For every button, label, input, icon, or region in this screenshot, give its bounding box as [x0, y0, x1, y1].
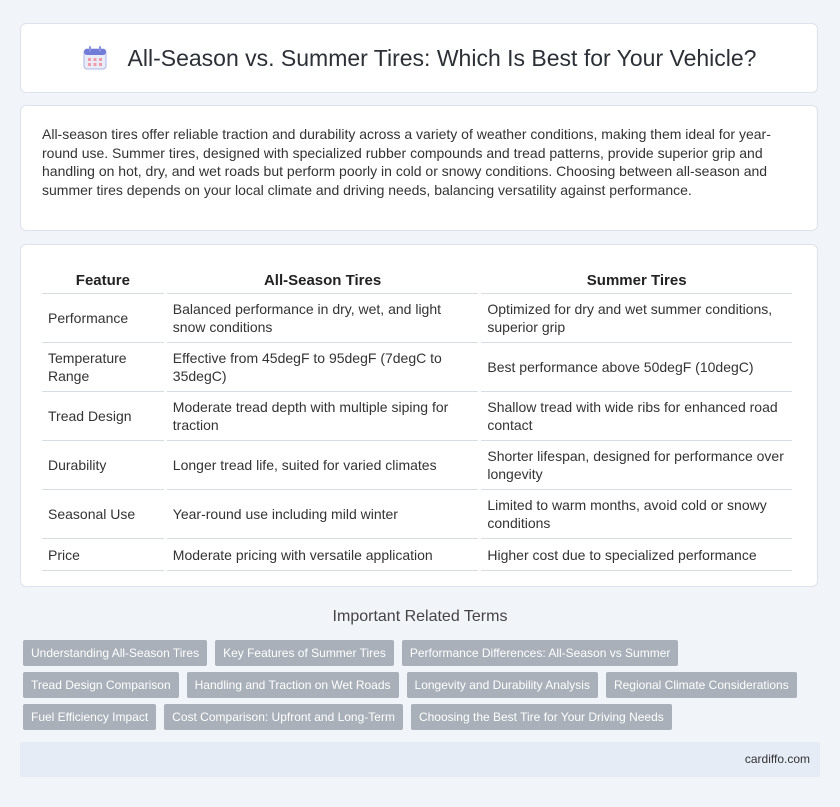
cell-all-season: Moderate tread depth with multiple siping for traction: [167, 392, 479, 441]
table-row: [42, 392, 792, 441]
title-card: [20, 23, 818, 93]
cell-feature: Price: [42, 539, 164, 571]
tag-row: [23, 672, 823, 698]
tag-link[interactable]: Handling and Traction on Wet Roads: [187, 672, 399, 698]
cell-all-season: Moderate pricing with versatile application: [167, 539, 479, 571]
tag-link[interactable]: Cost Comparison: Upfront and Long-Term: [164, 704, 403, 730]
cell-all-season: Balanced performance in dry, wet, and light snow conditions: [167, 294, 479, 343]
cell-feature: Temperature Range: [42, 343, 164, 392]
header-summer: Summer Tires: [481, 265, 792, 294]
tag-link[interactable]: Performance Differences: All-Season vs Summer: [402, 640, 679, 666]
table-row: [42, 441, 792, 490]
footer-site-link[interactable]: cardiffo.com: [744, 752, 810, 766]
cell-feature: Performance: [42, 294, 164, 343]
intro-card: [20, 105, 818, 231]
cell-summer: Shallow tread with wide ribs for enhanced road contact: [481, 392, 792, 441]
related-terms-title: Important Related Terms: [332, 608, 508, 625]
cell-feature: Tread Design: [42, 392, 164, 441]
intro-text: All-season tires offer reliable traction and durability across a variety of weather conditions, making them ideal for year-round use. Summer tires, designed with specialized rubber compounds and tread patterns, provide superior grip and handling on hot, dry, and wet roads but perform poorly in cold or snowy conditions. Choosing between all-season and summer tires depends on your local climate and driving needs, balancing versatility against performance.: [42, 126, 771, 198]
cell-all-season: Longer tread life, suited for varied climates: [167, 441, 479, 490]
tag-link[interactable]: Fuel Efficiency Impact: [23, 704, 156, 730]
calendar-icon: [82, 45, 108, 71]
comparison-card: [20, 244, 818, 587]
table-row: [42, 343, 792, 392]
tag-link[interactable]: Regional Climate Considerations: [606, 672, 797, 698]
cell-feature: Durability: [42, 441, 164, 490]
tag-link[interactable]: Choosing the Best Tire for Your Driving Needs: [411, 704, 672, 730]
header-feature: Feature: [42, 265, 164, 294]
table-row: [42, 490, 792, 539]
page-title: All-Season vs. Summer Tires: Which Is Best for Your Vehicle?: [127, 44, 757, 71]
tag-link[interactable]: Understanding All-Season Tires: [23, 640, 207, 666]
cell-summer: Best performance above 50degF (10degC): [481, 343, 792, 392]
cell-summer: Limited to warm months, avoid cold or snowy conditions: [481, 490, 792, 539]
comparison-table: [39, 265, 795, 571]
cell-summer: Optimized for dry and wet summer conditions, superior grip: [481, 294, 792, 343]
table-row: [42, 539, 792, 571]
tag-row: [23, 704, 823, 730]
table-row: [42, 294, 792, 343]
cell-all-season: Year-round use including mild winter: [167, 490, 479, 539]
related-tags: [23, 640, 823, 736]
table-header-row: [42, 265, 792, 294]
footer: [20, 742, 820, 777]
tag-link[interactable]: Longevity and Durability Analysis: [407, 672, 598, 698]
cell-summer: Higher cost due to specialized performance: [481, 539, 792, 571]
tag-link[interactable]: Key Features of Summer Tires: [215, 640, 394, 666]
header-all-season: All-Season Tires: [167, 265, 479, 294]
cell-feature: Seasonal Use: [42, 490, 164, 539]
tag-row: [23, 640, 823, 666]
tag-link[interactable]: Tread Design Comparison: [23, 672, 179, 698]
cell-all-season: Effective from 45degF to 95degF (7degC to 35degC): [167, 343, 479, 392]
cell-summer: Shorter lifespan, designed for performance over longevity: [481, 441, 792, 490]
